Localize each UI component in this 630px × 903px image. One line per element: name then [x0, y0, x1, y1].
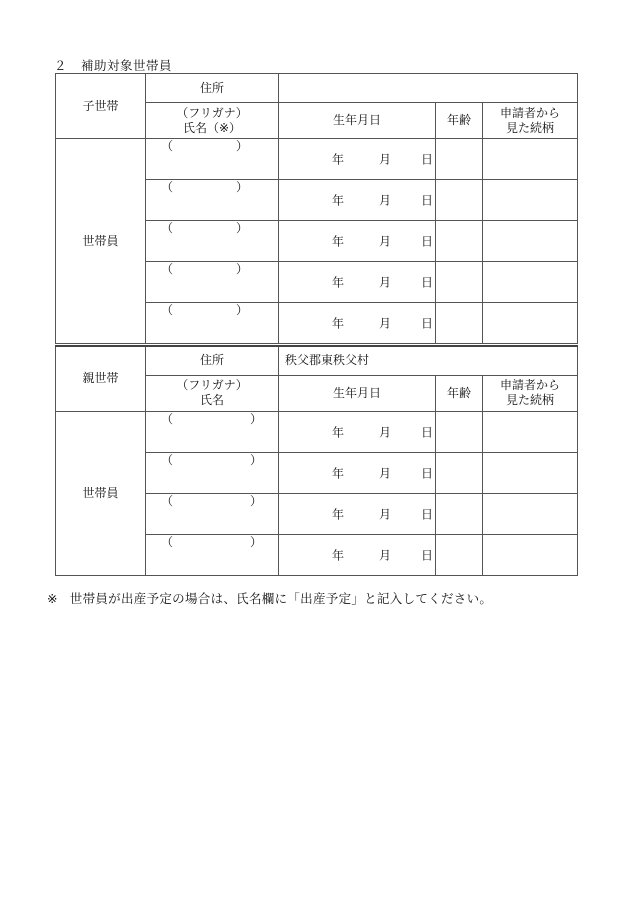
- kana-brackets: （ ）: [161, 221, 248, 235]
- member-relation-field[interactable]: [483, 303, 578, 344]
- member-age-field[interactable]: [436, 411, 483, 452]
- member-relation-field[interactable]: [483, 452, 578, 493]
- member-row: [56, 411, 578, 452]
- member-age-field[interactable]: [436, 180, 483, 221]
- member-relation-field[interactable]: [483, 411, 578, 452]
- member-age-field[interactable]: [436, 262, 483, 303]
- kana-brackets: （ ）: [161, 303, 248, 317]
- kana-brackets: （ ）: [161, 452, 262, 467]
- parent-member-rows: [56, 411, 578, 575]
- address-label: 住所: [146, 346, 279, 375]
- member-name-field[interactable]: [146, 139, 279, 180]
- member-birth-date-field[interactable]: 年 月 日: [279, 262, 436, 303]
- relation-header: 申請者から 見た続柄: [483, 375, 578, 411]
- member-age-field[interactable]: [436, 139, 483, 180]
- parent-address-field[interactable]: 秩父郡東秩父村: [279, 346, 578, 375]
- member-relation-field[interactable]: [483, 221, 578, 262]
- member-age-field[interactable]: [436, 534, 483, 575]
- member-name-field[interactable]: [146, 452, 279, 493]
- member-age-field[interactable]: [436, 221, 483, 262]
- member-birth-date-field[interactable]: 年 月 日: [279, 303, 436, 344]
- member-birth-date-field[interactable]: 年 月 日: [279, 452, 436, 493]
- section-title: 補助対象世帯員: [81, 58, 173, 73]
- member-name-field[interactable]: [146, 534, 279, 575]
- member-relation-field[interactable]: [483, 534, 578, 575]
- member-name-field[interactable]: [146, 493, 279, 534]
- member-birth-date-field[interactable]: 年 月 日: [279, 493, 436, 534]
- section-heading: [54, 56, 172, 74]
- footnote-mark: ※: [47, 591, 58, 606]
- member-birth-date-field[interactable]: 年 月 日: [279, 139, 436, 180]
- member-relation-field[interactable]: [483, 262, 578, 303]
- member-name-field[interactable]: [146, 180, 279, 221]
- kana-brackets: （ ）: [161, 180, 248, 194]
- name-header: [146, 375, 279, 411]
- member-birth-date-field[interactable]: 年 月 日: [279, 411, 436, 452]
- member-age-field[interactable]: [436, 452, 483, 493]
- name-header: [146, 103, 279, 139]
- member-relation-field[interactable]: [483, 493, 578, 534]
- name-label: 氏名: [199, 393, 224, 407]
- kana-brackets: （ ）: [161, 411, 262, 426]
- child-household-table: [55, 73, 578, 344]
- child-member-rows: [56, 139, 578, 344]
- kana-brackets: （ ）: [161, 139, 248, 153]
- member-age-field[interactable]: [436, 303, 483, 344]
- kana-brackets: （ ）: [161, 262, 248, 276]
- member-relation-field[interactable]: [483, 180, 578, 221]
- birth-date-header: 生年月日: [279, 375, 436, 411]
- parent-household-title: 親世帯: [56, 346, 146, 411]
- child-household-title: 子世帯: [56, 74, 146, 139]
- parent-household-table: [55, 345, 578, 576]
- member-name-field[interactable]: [146, 411, 279, 452]
- member-relation-field[interactable]: [483, 139, 578, 180]
- member-age-field[interactable]: [436, 493, 483, 534]
- member-row: [56, 139, 578, 180]
- kana-label: （フリガナ）: [176, 105, 248, 120]
- kana-brackets: （ ）: [161, 534, 262, 549]
- members-label: 世帯員: [56, 411, 146, 575]
- relation-header: 申請者から 見た続柄: [483, 103, 578, 139]
- age-header: 年齢: [436, 103, 483, 139]
- member-name-field[interactable]: [146, 221, 279, 262]
- members-label: 世帯員: [56, 139, 146, 344]
- member-birth-date-field[interactable]: 年 月 日: [279, 180, 436, 221]
- section-number: ２: [54, 58, 68, 73]
- child-address-field[interactable]: [279, 74, 578, 103]
- kana-brackets: （ ）: [161, 493, 262, 508]
- member-name-field[interactable]: [146, 262, 279, 303]
- member-birth-date-field[interactable]: 年 月 日: [279, 221, 436, 262]
- birth-date-header: 生年月日: [279, 103, 436, 139]
- kana-label: （フリガナ）: [176, 378, 248, 392]
- footnote-text: 世帯員が出産予定の場合は、氏名欄に「出産予定」と記入してください。: [69, 591, 493, 606]
- member-birth-date-field[interactable]: 年 月 日: [279, 534, 436, 575]
- name-label: 氏名（※）: [182, 120, 242, 135]
- address-label: 住所: [146, 74, 279, 103]
- footnote: [47, 589, 492, 607]
- age-header: 年齢: [436, 375, 483, 411]
- member-name-field[interactable]: [146, 303, 279, 344]
